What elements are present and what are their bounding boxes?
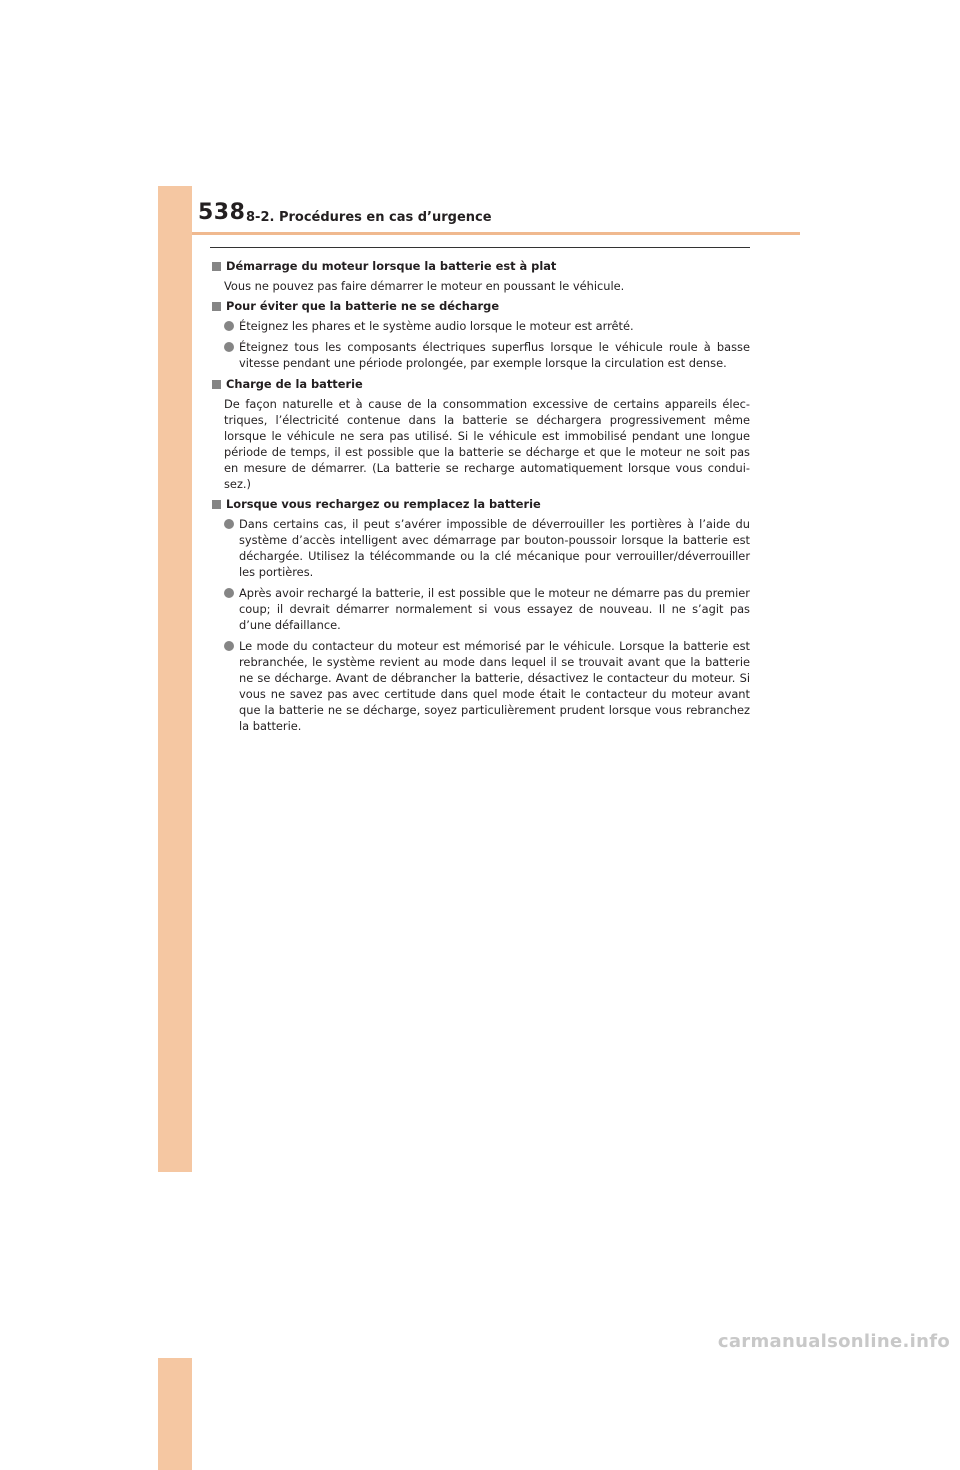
list-item [224, 318, 750, 334]
page-number: 538 [198, 200, 246, 225]
chapter-title: 8-2. Procédures en cas d’urgence [246, 210, 492, 225]
section-title-text: Pour éviter que la batterie ne se décharge [226, 299, 500, 313]
list-item [224, 516, 750, 580]
round-bullet-icon [224, 519, 234, 529]
round-bullet-icon [224, 321, 234, 331]
content-divider [210, 247, 750, 248]
side-band-end [158, 1172, 192, 1358]
watermark: carmanualsonline.info [717, 1331, 950, 1352]
list-item-text: Éteignez tous les composants électriques superflus lorsque le véhicule roule à basse vitesse pendant une période prolongée, par exemple lorsque la circulation est dense. [239, 340, 750, 370]
section-title-text: Lorsque vous rechargez ou remplacez la batterie [226, 497, 541, 511]
square-bullet-icon [212, 302, 221, 311]
section-title [210, 376, 750, 392]
list-item-text: Après avoir rechargé la batterie, il est possible que le moteur ne démarre pas du premier coup; il devrait démarrer normalement si vous essayez de nouveau. Il ne s’agit pas d’une défaillance. [239, 586, 750, 632]
section-title [210, 496, 750, 512]
section-title-text: Démarrage du moteur lorsque la batterie est à plat [226, 259, 557, 273]
section-paragraph: Vous ne pouvez pas faire démarrer le moteur en poussant le véhicule. [224, 279, 625, 293]
section-paragraph: De façon naturelle et à cause de la consommation excessive de certains appareils électriques, l’électricité contenue dans la batterie se déchargera progressivement même lorsque le véhicule ne sera pas utilisé. Si le véhicule est immobilisé pendant une longue période de temps, il est possible que la batterie se décharge et que le moteur ne soit pas en mesure de démarrer. (La batterie se recharge automatiquement lorsque vous conduisez.) [224, 397, 750, 491]
round-bullet-icon [224, 588, 234, 598]
round-bullet-icon [224, 641, 234, 651]
header-rule [192, 232, 800, 235]
square-bullet-icon [212, 500, 221, 509]
section-battery-charge [210, 376, 750, 492]
list-item [224, 339, 750, 371]
square-bullet-icon [212, 380, 221, 389]
round-bullet-icon [224, 342, 234, 352]
page-content [210, 258, 750, 739]
section-title [210, 298, 750, 314]
list-item [224, 638, 750, 734]
square-bullet-icon [212, 262, 221, 271]
section-recharge-replace [210, 496, 750, 734]
list-item-text: Le mode du contacteur du moteur est mémorisé par le véhicule. Lorsque la batterie est rebranchée, le système revient au mode dans lequel il se trouvait avant que la batterie ne se décharge. Avant de débrancher la batterie, désactivez le contacteur du moteur. Si vous ne savez pas avec certitude dans quel mode était le contacteur du moteur avant que la batterie ne se décharge, soyez particulièrement prudent lorsque vous rebranchez la batterie. [239, 639, 750, 733]
list-item [224, 585, 750, 633]
section-prevent-discharge [210, 298, 750, 371]
list-item-text: Dans certains cas, il peut s’avérer impossible de déverrouiller les portières à l’aide du système d’accès intelligent avec démarrage par bouton-poussoir lorsque la batterie est déchargée. Utilisez la télécommande ou la clé mécanique pour verrouiller/déverrouiller les portières. [239, 517, 750, 579]
section-title-text: Charge de la batterie [226, 377, 363, 391]
section-dead-battery-start [210, 258, 750, 294]
section-title [210, 258, 750, 274]
list-item-text: Éteignez les phares et le système audio lorsque le moteur est arrêté. [239, 319, 634, 333]
